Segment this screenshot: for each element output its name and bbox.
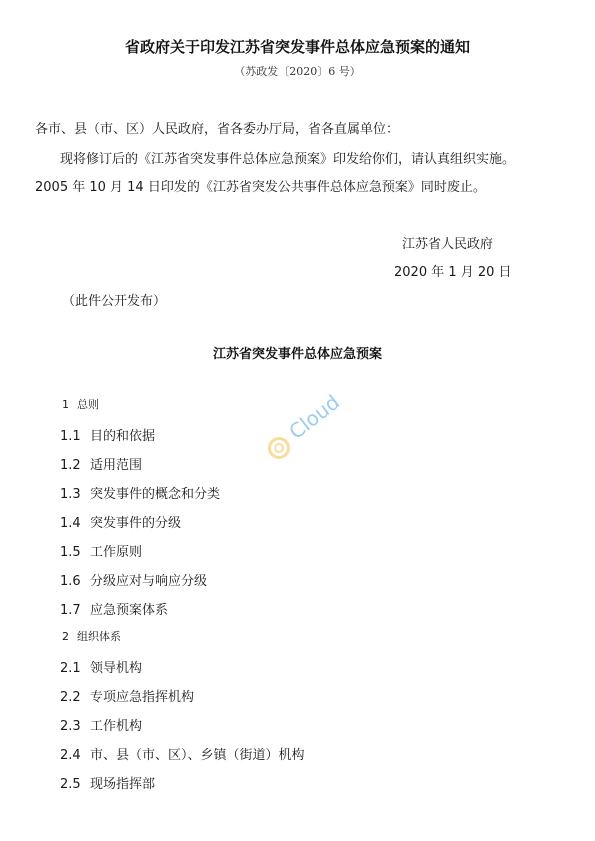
toc-label: 组织体系 [77,630,121,643]
toc-label: 突发事件的分级 [90,516,182,531]
toc-label: 专项应急指挥机构 [90,690,195,705]
toc-label: 应急预案体系 [90,603,169,618]
toc-number: 1.4 [60,516,81,531]
toc-number: 2.1 [60,661,81,676]
toc-number: 1.3 [60,487,81,502]
toc-number: 1.5 [60,545,81,560]
toc-section [60,657,142,676]
toc-label: 领导机构 [90,661,143,676]
toc-label: 工作机构 [90,719,143,734]
toc-section [60,599,168,618]
document-number: （苏政发〔2020〕6 号） [234,65,361,78]
toc-section [60,744,305,763]
toc-label: 总则 [77,398,99,411]
toc-number: 2.3 [60,719,81,734]
toc-number: 2.2 [60,690,81,705]
cloud-watermark-logo [262,378,346,462]
signature-date: 2020 年 1 月 20 日 [394,265,512,280]
toc-section [60,715,142,734]
toc-label: 市、县（市、区）、乡镇（街道）机构 [90,748,305,763]
toc-number: 1.6 [60,574,81,589]
toc-number: 1.1 [60,429,81,444]
toc-label: 目的和依据 [90,429,156,444]
signer: 江苏省人民政府 [402,237,494,252]
toc-label: 适用范围 [90,458,143,473]
notice-title: 省政府关于印发江苏省突发事件总体应急预案的通知 [124,38,470,56]
toc-section [60,512,181,531]
toc-section [60,483,220,502]
toc-label: 突发事件的概念和分类 [90,487,221,502]
toc-section [60,454,142,473]
toc-number: 1.7 [60,603,81,618]
plan-title: 江苏省突发事件总体应急预案 [212,347,382,362]
toc-section [60,541,142,560]
watermark-text: Cloud [284,389,345,444]
toc-label: 工作原则 [90,545,143,560]
toc-number: 2.4 [60,748,81,763]
toc-number: 1 [62,398,69,411]
toc-chapter [62,628,121,644]
salutation: 各市、县（市、区）人民政府，省各委办厅局，省各直属单位： [35,122,400,137]
toc-label: 现场指挥部 [90,777,156,792]
toc-section [60,570,207,589]
paragraph-1: 现将修订后的《江苏省突发事件总体应急预案》印发给你们，请认真组织实施。 [60,152,516,167]
toc-number: 1.2 [60,458,81,473]
toc-section [60,686,194,705]
toc-section [60,773,155,792]
cloud-logo-icon [262,378,346,462]
paragraph-2: 2005 年 10 月 14 日印发的《江苏省突发公共事件总体应急预案》同时废止。 [35,180,486,195]
toc-number: 2.5 [60,777,81,792]
toc-chapter [62,396,99,412]
public-release-note: （此件公开发布） [62,294,167,309]
toc-label: 分级应对与响应分级 [90,574,208,589]
toc-number: 2 [62,630,69,643]
toc-section [60,425,155,444]
